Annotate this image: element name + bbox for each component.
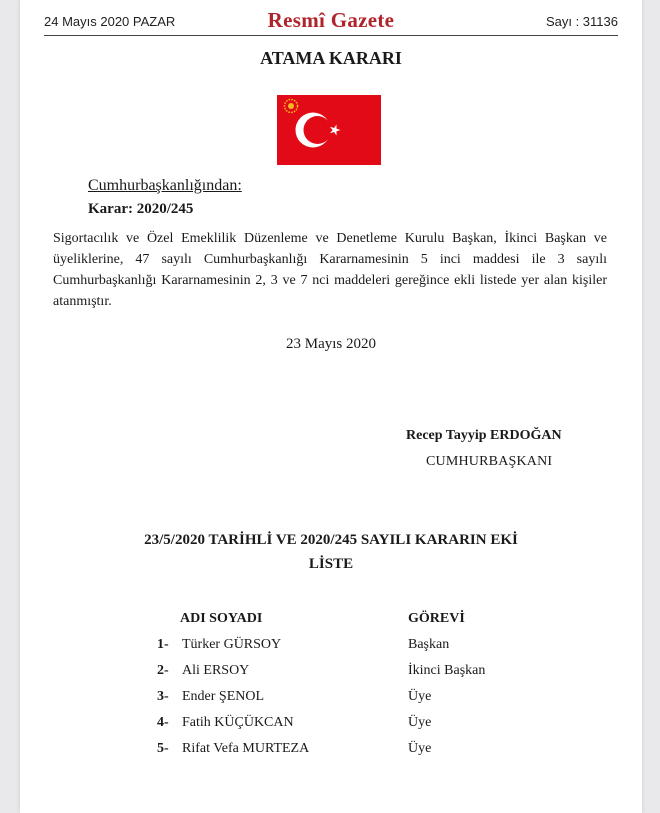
gazette-page [20,0,642,813]
decree-body: Sigortacılık ve Özel Emeklilik Düzenleme ve Denetleme Kurulu Başkan, İkinci Başkan ve üyeliklerine, 47 sayılı Cumhurbaşkanlığı Kararnamesinin 5 inci maddesi ile 3 sayılı Cumhurbaşkanlığı Kararnamesinin 2, 3 ve 7 nci maddeleri gereğince ekli listede yer alan kişiler atanmıştır. [53,231,607,309]
signatory-title: CUMHURBAŞKANI [426,454,553,469]
annex-title-line2: LİSTE [308,556,354,572]
row-number: 2- [157,663,169,678]
appointee-row [20,689,642,711]
appointee-name: Türker GÜRSOY [182,637,282,652]
appointee-role: Üye [408,689,432,704]
appointee-row [20,715,642,737]
annex-title [20,528,642,576]
appointee-role: Üye [408,741,432,756]
appointee-name: Ender ŞENOL [182,689,265,704]
decision-number: Karar: 2020/245 [88,201,194,217]
appointee-role: Başkan [408,637,450,652]
signatory-name: Recep Tayyip ERDOĞAN [406,428,562,443]
issue-number: Sayı : 31136 [545,14,618,29]
gazette-header [44,10,618,36]
header-date: 24 Mayıs 2020 PAZAR [44,14,176,29]
appointee-row [20,637,642,659]
header-divider [44,35,618,36]
decree-title: ATAMA KARARI [260,48,402,68]
row-number: 5- [157,741,169,756]
decree-date: 23 Mayıs 2020 [286,336,376,352]
appointee-row [20,663,642,685]
row-number: 4- [157,715,169,730]
appointee-role: Üye [408,715,432,730]
turkish-flag-icon [277,95,381,165]
row-number: 1- [157,637,169,652]
row-number: 3- [157,689,169,704]
gazette-title: Resmî Gazete [267,8,395,32]
appointee-name: Rifat Vefa MURTEZA [182,741,310,756]
annex-title-line1: 23/5/2020 TARİHLİ VE 2020/245 SAYILI KARARIN EKİ [144,532,518,548]
appointee-name: Fatih KÜÇÜKCAN [182,715,294,730]
appointee-row [20,741,642,763]
column-header-role: GÖREVİ [408,611,465,626]
appointee-name: Ali ERSOY [182,663,250,678]
appointee-role: İkinci Başkan [408,663,486,678]
column-header-name: ADI SOYADI [180,611,263,626]
issuing-authority: Cumhurbaşkanlığından: [88,177,242,194]
